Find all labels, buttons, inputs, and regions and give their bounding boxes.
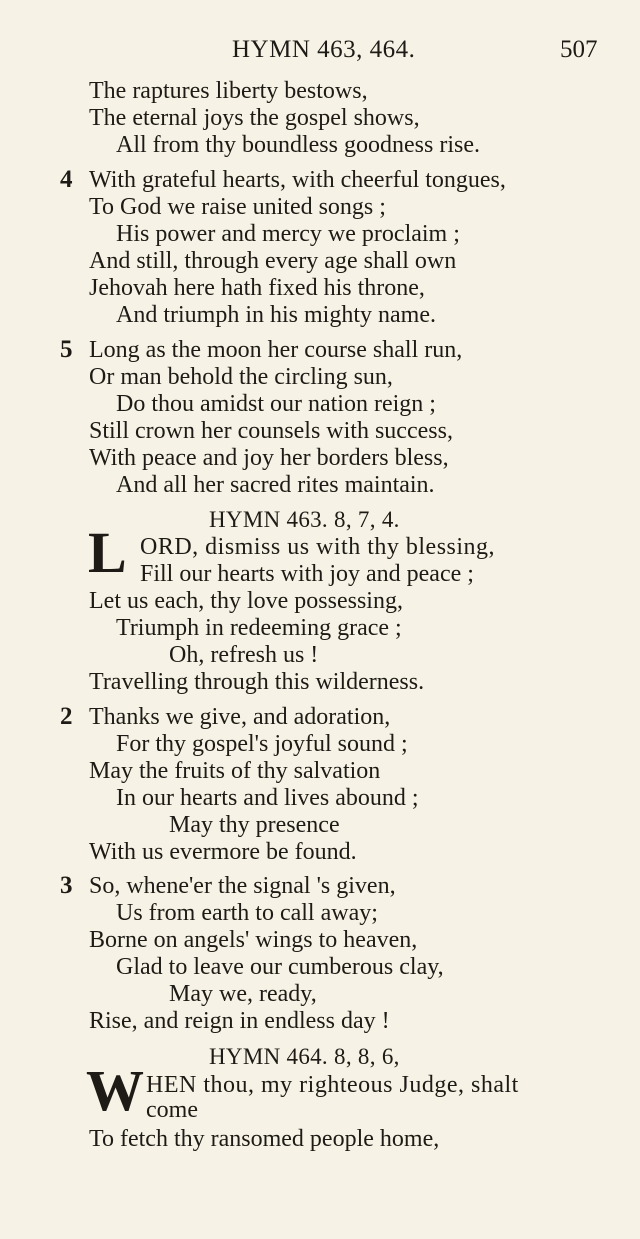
stanza-number: 4 <box>60 166 73 193</box>
verse-line: With peace and joy her borders bless, <box>89 445 449 471</box>
verse-line: Us from earth to call away; <box>116 900 378 926</box>
hymn-title: HYMN 463. 8, 7, 4. <box>209 507 400 532</box>
stanza-number: 5 <box>60 336 73 363</box>
verse-line: Let us each, thy love possessing, <box>89 588 403 614</box>
verse-line: His power and mercy we proclaim ; <box>116 221 460 247</box>
verse-line: Thanks we give, and adoration, <box>89 704 391 730</box>
verse-line: Oh, refresh us ! <box>169 642 319 668</box>
verse-line: Do thou amidst our nation reign ; <box>116 391 436 417</box>
verse-line: All from thy boundless goodness rise. <box>116 132 480 158</box>
verse-line: To God we raise united songs ; <box>89 194 386 220</box>
verse-line: Travelling through this wilderness. <box>89 669 425 695</box>
verse-line: Triumph in redeeming grace ; <box>116 615 402 641</box>
verse-line: The eternal joys the gospel shows, <box>89 105 420 131</box>
verse-line: And all her sacred rites maintain. <box>116 472 435 498</box>
running-title: HYMN 463, 464. <box>232 36 416 63</box>
drop-cap: W <box>86 1058 144 1123</box>
verse-line: The raptures liberty bestows, <box>89 78 368 104</box>
verse-line: And still, through every age shall own <box>89 248 457 274</box>
verse-line: Borne on angels' wings to heaven, <box>89 927 418 953</box>
verse-line: HEN thou, my righteous Judge, shalt <box>146 1072 519 1098</box>
verse-line: Rise, and reign in endless day ! <box>89 1008 390 1034</box>
verse-line: For thy gospel's joyful sound ; <box>116 731 408 757</box>
drop-cap: L <box>88 520 127 585</box>
verse-line: May the fruits of thy salvation <box>89 758 381 784</box>
verse-line: With us evermore be found. <box>89 839 357 865</box>
verse-line: May thy presence <box>169 812 340 838</box>
running-header <box>0 36 640 70</box>
verse-line: come <box>146 1097 198 1123</box>
verse-line: Or man behold the circling sun, <box>89 364 393 390</box>
hymn-title: HYMN 464. 8, 8, 6, <box>209 1044 400 1069</box>
verse-line: Jehovah here hath fixed his throne, <box>89 275 425 301</box>
verse-line: With grateful hearts, with cheerful tongues, <box>89 167 506 193</box>
page-number: 507 <box>560 36 598 63</box>
verse-line: Long as the moon her course shall run, <box>89 337 463 363</box>
verse-line: May we, ready, <box>169 981 317 1007</box>
verse-line: So, whene'er the signal 's given, <box>89 873 396 899</box>
verse-line: To fetch thy ransomed people home, <box>89 1126 440 1152</box>
verse-line: Glad to leave our cumberous clay, <box>116 954 444 980</box>
verse-line: And triumph in his mighty name. <box>116 302 436 328</box>
verse-line: Fill our hearts with joy and peace ; <box>140 561 474 587</box>
stanza-number: 2 <box>60 703 73 730</box>
verse-line: Still crown her counsels with success, <box>89 418 453 444</box>
verse-line: In our hearts and lives abound ; <box>116 785 419 811</box>
verse-line: ORD, dismiss us with thy blessing, <box>140 534 496 560</box>
stanza-number: 3 <box>60 872 73 899</box>
